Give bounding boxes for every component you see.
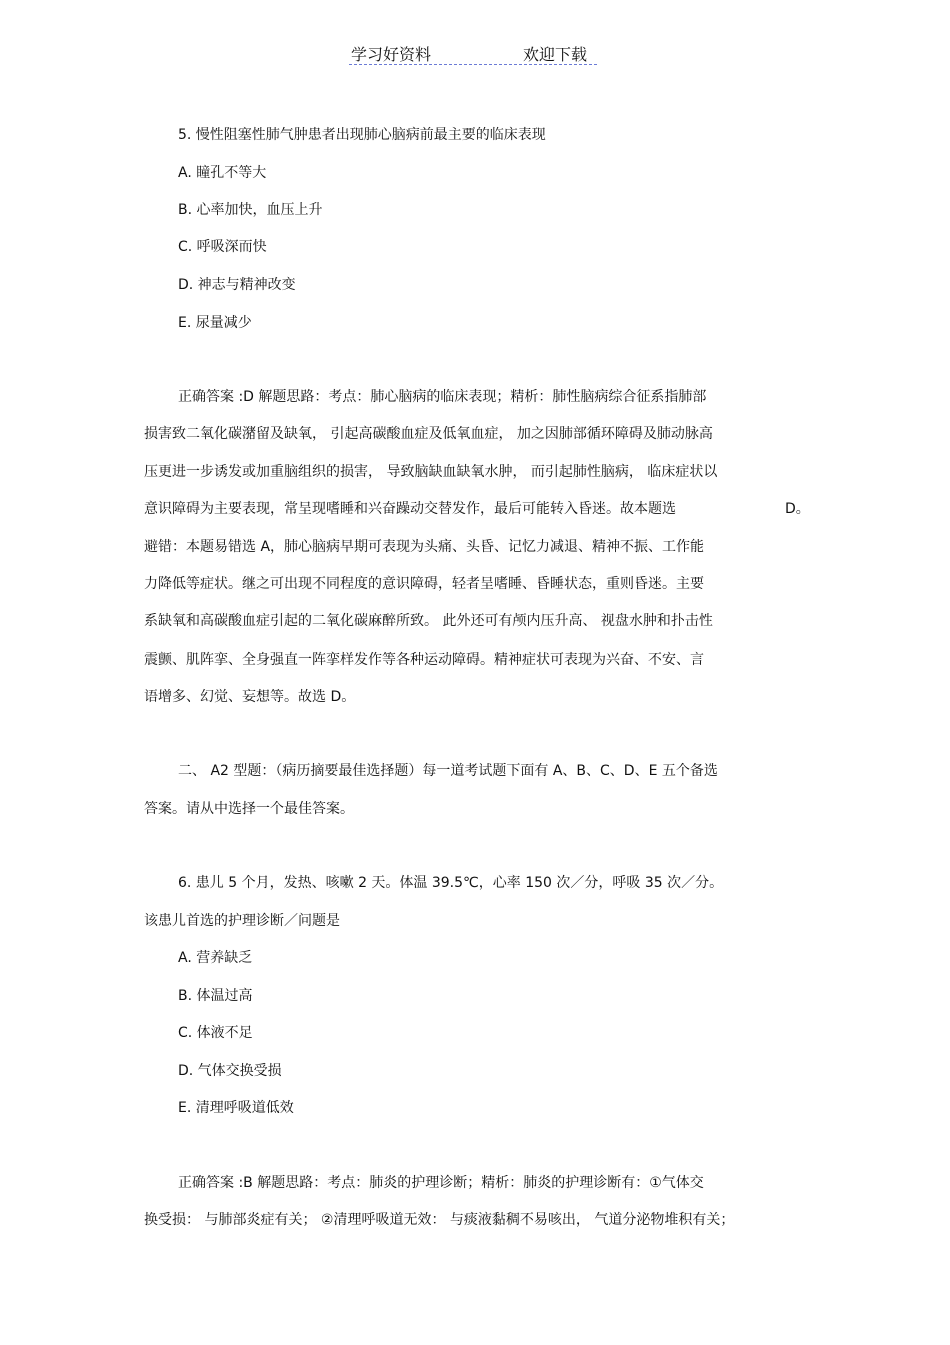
q6-option-e: E. 清理呼吸道低效 [178, 1100, 294, 1116]
header-right-text: 欢迎下载 [523, 45, 588, 64]
header-left-text: 学习好资料 [351, 45, 432, 64]
q6-analysis-line: 正确答案 :B 解题思路：考点：肺炎的护理诊断；精析：肺炎的护理诊断有：①气体交 [178, 1175, 704, 1191]
q5-option-b: B. 心率加快，血压上升 [178, 202, 323, 218]
q5-option-d: D. 神志与精神改变 [178, 277, 296, 293]
q5-analysis-line: 压更进一步诱发或加重脑组织的损害， 导致脑缺血缺氧水肿， 而引起肺性脑病， 临床症状以 [144, 464, 718, 480]
q5-analysis-line: 损害致二氧化碳潴留及缺氧， 引起高碳酸血症及低氧血症， 加之因肺部循环障碍及肺动脉高 [144, 426, 713, 442]
q5-analysis-line: 力降低等症状。继之可出现不同程度的意识障碍，轻者呈嗜睡、昏睡状态，重则昏迷。主要 [144, 576, 704, 592]
q6-option-d: D. 气体交换受损 [178, 1063, 282, 1079]
q5-option-e: E. 尿量减少 [178, 315, 252, 331]
page-header [349, 42, 597, 65]
q5-analysis-line: 意识障碍为主要表现，常呈现嗜睡和兴奋躁动交替发作，最后可能转入昏迷。故本题选 [144, 501, 676, 517]
q5-option-c: C. 呼吸深而快 [178, 239, 267, 255]
q5-analysis-line: 系缺氧和高碳酸血症引起的二氧化碳麻醉所致。 此外还可有颅内压升高、 视盘水肿和扑击性 [144, 613, 713, 629]
section-2-instructions: 答案。请从中选择一个最佳答案。 [144, 801, 354, 817]
question-6-stem: 6. 患儿 5 个月，发热、咳嗽 2 天。体温 39.5℃，心率 150 次／分，呼吸 35 次／分。 [178, 875, 724, 891]
q5-analysis-line: 正确答案 :D 解题思路：考点：肺心脑病的临床表现；精析：肺性脑病综合征系指肺部 [178, 389, 707, 405]
question-6-stem-cont: 该患儿首选的护理诊断／问题是 [144, 913, 340, 929]
q5-analysis-line: 避错：本题易错选 A，肺心脑病早期可表现为头痛、头昏、记忆力减退、精神不振、工作能 [144, 539, 705, 555]
q5-answer-choice: D。 [785, 501, 810, 517]
question-5-stem: 5. 慢性阻塞性肺气肿患者出现肺心脑病前最主要的临床表现 [178, 127, 546, 143]
q6-option-c: C. 体液不足 [178, 1025, 253, 1041]
q5-analysis-line: 语增多、幻觉、妄想等。故选 D。 [144, 689, 356, 705]
q6-analysis-line: 换受损： 与肺部炎症有关； ②清理呼吸道无效： 与痰液黏稠不易咳出， 气道分泌物堆积有关； [144, 1212, 735, 1228]
q5-option-a: A. 瞳孔不等大 [178, 165, 267, 181]
q6-option-b: B. 体温过高 [178, 988, 253, 1004]
section-2-heading: 二、 A2 型题：（病历摘要最佳选择题）每一道考试题下面有 A、B、C、D、E 五个备选 [178, 763, 718, 779]
q5-analysis-line: 震颤、肌阵挛、全身强直一阵挛样发作等各种运动障碍。精神症状可表现为兴奋、不安、言 [144, 652, 704, 668]
q6-option-a: A. 营养缺乏 [178, 950, 253, 966]
